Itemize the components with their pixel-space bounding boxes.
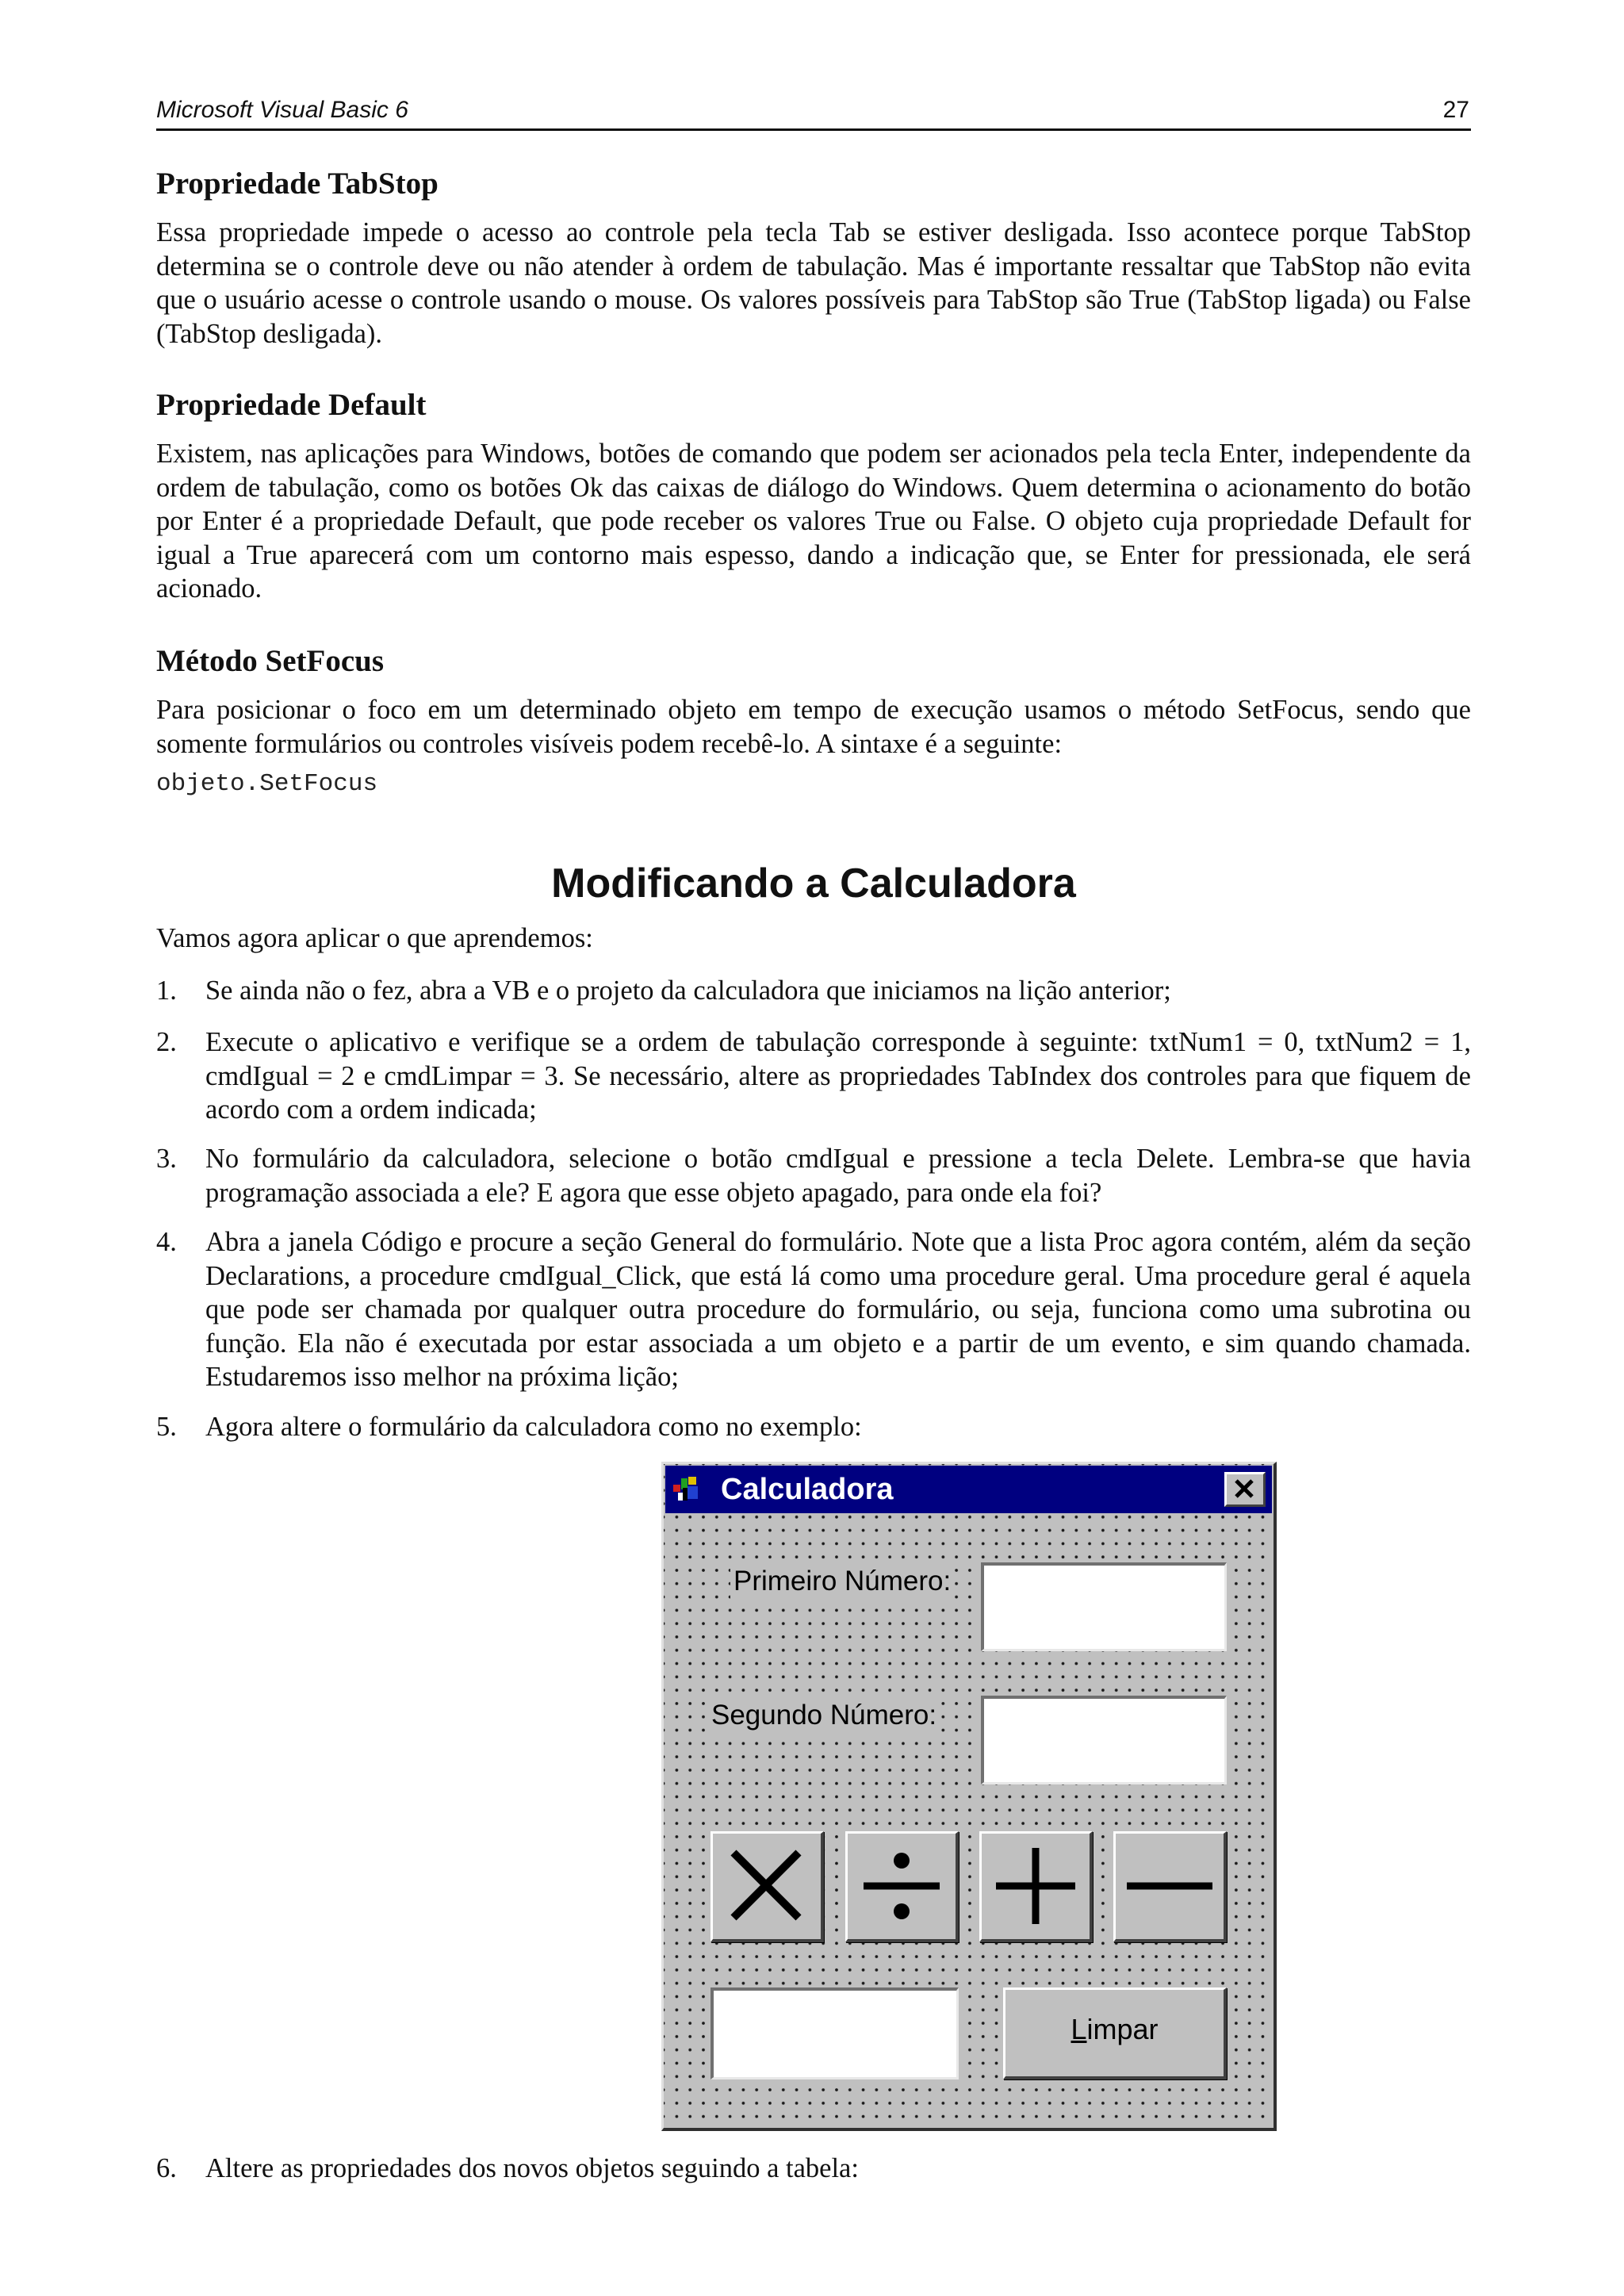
section-setfocus [156, 644, 1471, 800]
close-button[interactable] [1224, 1472, 1266, 1507]
chapter-intro: Vamos agora aplicar o que aprendemos: [156, 923, 593, 953]
plus-icon [982, 1834, 1090, 1939]
section-text: Existem, nas aplicações para Windows, botões de comando que podem ser acionados pela tecla Enter, independente da ordem de tabulação, como os botões Ok das caixas de diálogo do Windows. Quem determina o acionamento do botão por Enter é a propriedade Default, que pode receber os valores True ou False. O objeto cuja propriedade Default for igual a True aparecerá com um contorno mais espesso, dando a indicação que, se Enter for pressionada, ele será acionado. [156, 439, 1471, 604]
list-text: Agora altere o formulário da calculadora como no exemplo: [205, 1412, 862, 1442]
list-text: Altere as propriedades dos novos objetos seguindo a tabela: [205, 2153, 859, 2183]
chapter-title: Modificando a Calculadora [551, 861, 1076, 907]
section-heading: Propriedade Default [156, 388, 427, 422]
limpar-label-rest: impar [1086, 2013, 1159, 2045]
list-text: No formulário da calculadora, selecione o botão cmdIgual e pressione a tecla Delete. Lembra-se que havia programação associada a ele? E agora que esse objeto apagado, para onde ela foi? [205, 1144, 1471, 1208]
chapter-heading-block [156, 860, 1471, 907]
title-bar [665, 1466, 1272, 1513]
section-tabstop [156, 167, 1471, 351]
divide-button[interactable] [845, 1831, 959, 1942]
section-heading: Propriedade TabStop [156, 167, 439, 201]
list-number: 5. [156, 1412, 177, 1442]
window-title: Calculadora [721, 1473, 894, 1506]
page-number: 27 [1442, 97, 1469, 123]
list-number: 4. [156, 1227, 177, 1257]
calculator-window [661, 1462, 1277, 2131]
add-button[interactable] [979, 1831, 1093, 1942]
limpar-button[interactable] [1003, 1987, 1227, 2079]
minus-icon [1116, 1834, 1224, 1939]
section-heading: Método SetFocus [156, 644, 385, 678]
limpar-mnemonic: L [1071, 2013, 1087, 2045]
list-number: 3. [156, 1144, 177, 1174]
multiply-icon [713, 1834, 821, 1939]
txt-result[interactable] [710, 1987, 959, 2079]
close-icon [1227, 1474, 1263, 1504]
list-text: Se ainda não o fez, abra a VB e o projeto da calculadora que iniciamos na lição anterior; [205, 976, 1171, 1006]
section-text: Essa propriedade impede o acesso ao controle pela tecla Tab se estiver desligada. Isso acontece porque TabStop determina se o controle deve ou não atender à ordem de tabulação. Mas é importante ressaltar que TabStop não evita que o usuário acesse o controle usando o mouse. Os valores possíveis para TabStop são True (TabStop ligada) ou False (TabStop desligada). [156, 217, 1471, 349]
list-number: 6. [156, 2153, 177, 2183]
list-text: Abra a janela Código e procure a seção General do formulário. Note que a lista Proc agora contém, além da seção Declarations, a procedure cmdIgual_Click, que está lá como uma procedure geral. Uma procedure geral é aquela que pode ser chamada por qualquer outra procedure do formulário, ou seja, funciona como uma subrotina ou função. Ela não é executada por estar associada a um objeto e a partir de um evento, e sim quando chamada. Estudaremos isso melhor na próxima lição; [205, 1227, 1471, 1392]
list-number: 2. [156, 1027, 177, 1057]
section-text: Para posicionar o foco em um determinado objeto em tempo de execução usamos o método SetFocus, sendo que somente formulários ou controles visíveis podem recebê-lo. A sintaxe é a seguinte: [156, 695, 1471, 759]
label-num1: Primeiro Número: [730, 1564, 954, 1599]
running-header [156, 94, 1471, 131]
chapter-intro-block [156, 922, 1471, 956]
code-snippet: objeto.SetFocus [156, 770, 378, 798]
txt-num1[interactable] [981, 1562, 1227, 1651]
limpar-label [1005, 2012, 1224, 2047]
vb-form-icon [672, 1474, 703, 1505]
label-num2: Segundo Número: [708, 1698, 940, 1733]
list-number: 1. [156, 976, 177, 1006]
subtract-button[interactable] [1113, 1831, 1227, 1942]
txt-num2[interactable] [981, 1696, 1227, 1784]
list-text: Execute o aplicativo e verifique se a ordem de tabulação corresponde à seguinte: txtNum1 = 0, txtNum2 = 1, cmdIgual = 2 e cmdLimpar = 3. Se necessário, altere as propriedades TabIndex dos controles para que fiquem de acordo com a ordem indicada; [205, 1027, 1471, 1125]
header-title: Microsoft Visual Basic 6 [156, 97, 408, 123]
multiply-button[interactable] [710, 1831, 824, 1942]
divide-icon [848, 1834, 956, 1939]
section-default [156, 388, 1471, 606]
